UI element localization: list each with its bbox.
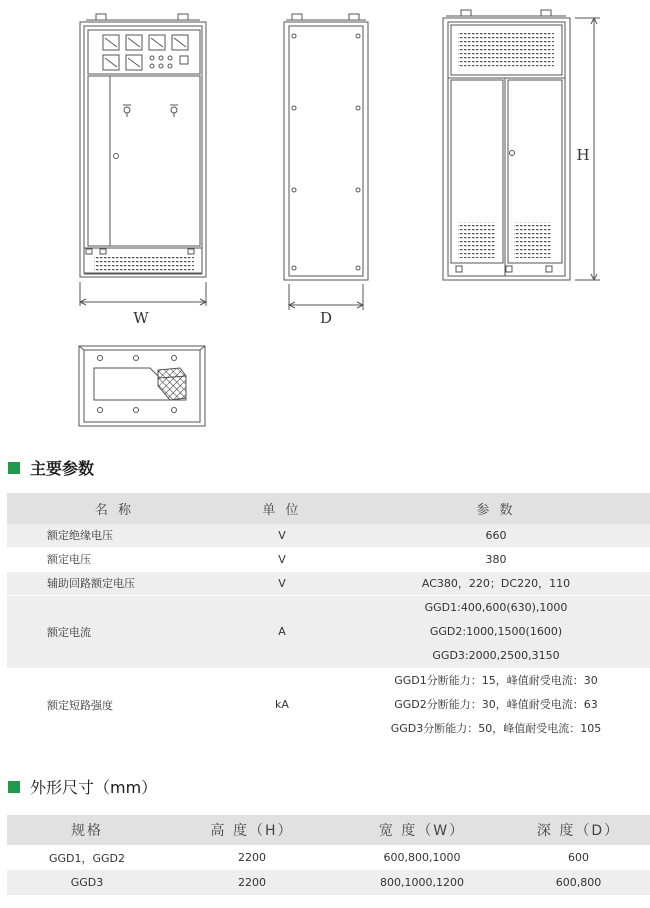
side-view (284, 14, 368, 310)
param-value: GGD1:400,600(630),1000 (424, 600, 568, 614)
table-row (7, 668, 650, 741)
rear-view (443, 10, 600, 280)
width-cell: 800,1000,1200 (380, 876, 464, 889)
table-row (7, 845, 650, 870)
column-header: 高 度（H） (167, 815, 337, 845)
param-name: 辅助回路额定电压 (7, 571, 222, 595)
section-marker-icon (8, 462, 20, 474)
param-value-list (342, 595, 650, 668)
section-title: 外形尺寸（mm） (30, 778, 158, 797)
param-name: 额定绝缘电压 (7, 524, 222, 547)
column-header: 宽 度（W） (337, 815, 507, 845)
param-value: 660 (342, 524, 650, 547)
column-header: 规格 (7, 815, 167, 845)
param-value: GGD2分断能力：30，峰值耐受电流：63 (394, 697, 598, 711)
model-cell: GGD3 (70, 876, 104, 889)
param-unit: V (222, 524, 342, 547)
param-value: GGD2:1000,1500(1600) (429, 624, 563, 638)
depth-cell: 600,800 (555, 876, 602, 889)
column-header: 参 数 (342, 493, 650, 524)
model-cell: GGD1，GGD2 (48, 851, 126, 865)
param-value: GGD1分断能力：15，峰值耐受电流：30 (394, 673, 598, 687)
param-unit: kA (222, 668, 342, 741)
table-row (7, 595, 650, 668)
params-table (7, 493, 650, 741)
width-label: W (133, 309, 149, 327)
column-header: 名 称 (7, 493, 222, 524)
height-cell: 2200 (238, 876, 266, 889)
param-unit: V (222, 571, 342, 595)
column-header: 深 度（D） (507, 815, 650, 845)
param-name: 额定短路强度 (7, 668, 222, 741)
section-title: 主要参数 (30, 459, 95, 478)
table-row (7, 547, 650, 571)
param-name: 额定电压 (7, 547, 222, 571)
depth-label: D (319, 309, 333, 327)
cabinet-drawings (0, 0, 650, 440)
section-marker-icon (8, 781, 20, 793)
table-row (7, 524, 650, 547)
column-header: 单 位 (222, 493, 342, 524)
table-row (7, 571, 650, 595)
param-value: 380 (342, 547, 650, 571)
height-cell: 2200 (238, 851, 266, 864)
section-dimensions (8, 775, 157, 798)
param-value: GGD3:2000,2500,3150 (432, 648, 560, 662)
depth-cell: 600 (568, 851, 589, 864)
param-unit: A (222, 595, 342, 668)
param-unit: V (222, 547, 342, 571)
param-name: 额定电流 (7, 595, 222, 668)
section-main-params (8, 456, 94, 479)
width-cell: 600,800,1000 (383, 851, 461, 864)
front-view (80, 14, 206, 306)
dimensions-table (7, 815, 650, 895)
table-header-row (7, 493, 650, 524)
param-value-list (342, 668, 650, 741)
table-header-row (7, 815, 650, 845)
plan-view (79, 346, 205, 426)
height-label: H (576, 146, 590, 164)
table-row (7, 870, 650, 895)
param-value: AC380，220；DC220，110 (342, 571, 650, 595)
param-value: GGD3分断能力：50，峰值耐受电流：105 (390, 721, 602, 735)
